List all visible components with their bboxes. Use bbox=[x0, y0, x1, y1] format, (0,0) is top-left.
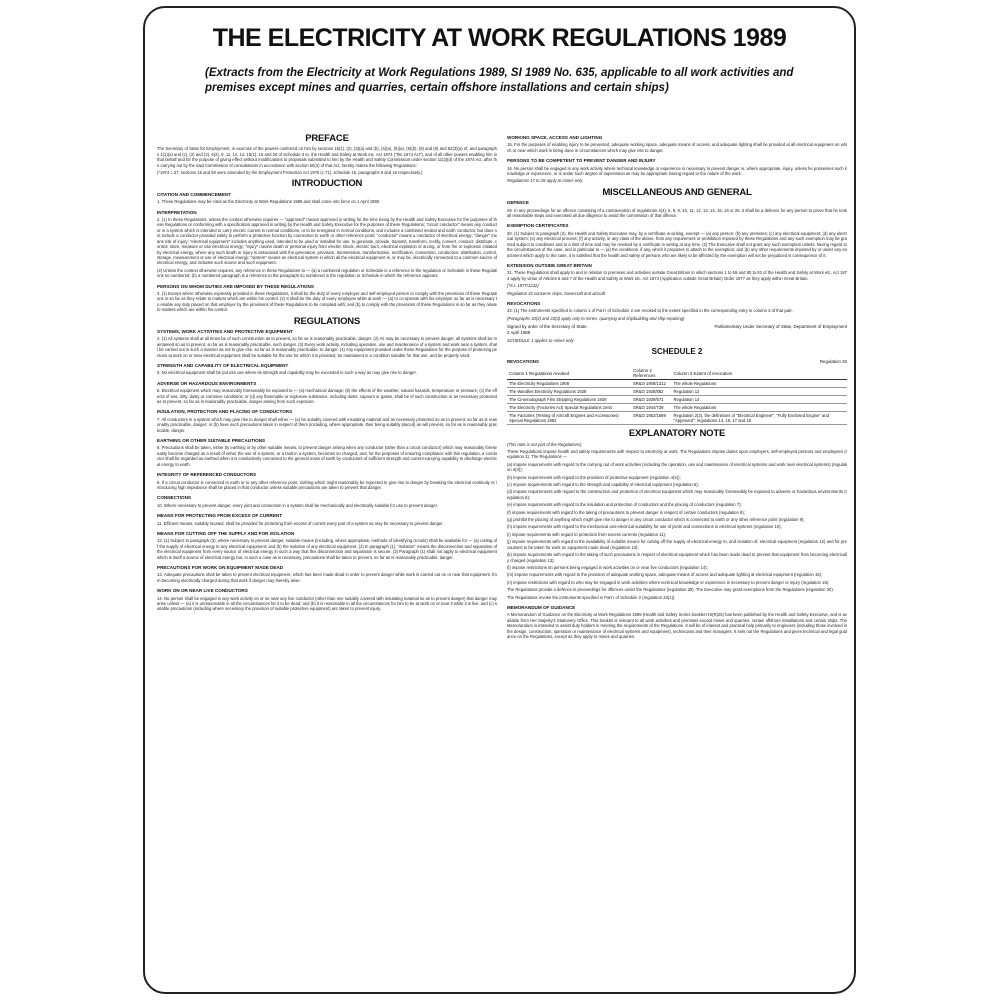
section-heading: ADVERSE OR HAZARDOUS ENVIRONMENTS bbox=[157, 380, 257, 386]
regulation-text: 13. Adequate precautions shall be taken to prevent electrical equipment, which has been made dead in order to prevent danger while work is carried out on or near that equipment, from becoming electrically charged during that work if danger may thereby arise. bbox=[157, 572, 497, 583]
table-header-cell: Column 3 Extent of revocation bbox=[672, 367, 847, 380]
explanatory-item: (k) impose requirements with regard to the taking of such precautions in respect of electrical equipment which has been made dead to prevent that equipment from becoming electrically charged (regulation 13); bbox=[507, 552, 847, 563]
regulation-text: 12. (1) Subject to paragraph (3), where necessary to prevent danger, suitable means (including, where appropriate, methods of identifying circuits) shall be available for — (a) cutting off the supply of electrical energy to any electrical equipment; and (b) the isolation of any electrical equipment. (2) In paragraph (1), "isolation" means the disconnection and separation of the electrical equipment from every source of electrical energy in such a way that this disconnection and separation is secure. (3) Paragraph (1) shall not apply to electrical equipment which is itself a source of electrical energy but, in such a case as is necessary, precautions shall be taken to prevent, so far as is reasonably practicable, danger. bbox=[157, 538, 497, 560]
regulation-text: 30. (1) Subject to paragraph (2), the Health and Safety Executive may, by a certificate in writing, exempt — (a) any person; (b) any premises; (c) any electrical equipment; (d) any electrical system; (e) any electrical process; (f) any activity, or any class of the above, from any requirement or prohibition imposed by these Regulations and any such exemption may be granted subject to conditions and to a limit of time and may be revoked by a certificate in writing at any time. (2) The Executive shall not grant any such exemption unless, having regard to the circumstances of the case, and in particular to — (a) the conditions, if any, which it proposes to attach to the exemption; and (b) any other requirements imposed by or under any enactment which apply to the case, it is satisfied that the health and safety of persons who are likely to be affected by the exemption will not be prejudiced in consequence of it. bbox=[507, 230, 847, 258]
table-cell: The Electricity (Factories Act) Special Regulations 1944 bbox=[507, 404, 631, 412]
regulations-heading: REGULATIONS bbox=[293, 315, 361, 327]
section-heading: CONNECTIONS bbox=[157, 495, 191, 501]
explanatory-item: (b) impose requirements with regard to the provision of protective equipment (regulation 4(4)); bbox=[507, 474, 681, 480]
regulation-note: (Paragraphs 33(2) and 33(3) apply only to mines, quarrying and shipbuilding and ship-repairing) bbox=[507, 315, 685, 321]
regulation-note: (*S.I. 1977/1232) bbox=[507, 283, 539, 289]
schedule2-part: REVOCATIONS bbox=[507, 358, 539, 364]
section-heading: SYSTEMS, WORK ACTIVITIES AND PROTECTIVE EQUIPMENT bbox=[157, 328, 293, 334]
regulation-text: 14. No person shall be engaged in any work activity on or so near any live conductor (other than one suitably covered with insulating material so as to prevent danger) that danger may arise unless — (a) it is unreasonable in all the circumstances for it to be dead; and (b) it is reasonable in all the circumstances for him to be at work on or near it while it is live; and (c) suitable precautions (including where necessary the provision of suitable protective equipment) are taken to prevent injury. bbox=[157, 595, 497, 612]
section-heading: MEMORANDUM OF GUIDANCE bbox=[507, 604, 576, 610]
table-cell: The Cinematograph Film Stripping Regulations 1939 bbox=[507, 396, 631, 404]
section-heading: PERSONS ON WHOM DUTIES ARE IMPOSED BY THESE REGULATIONS bbox=[157, 283, 314, 289]
regulation-text: 16. No person shall be engaged in any work activity where technical knowledge or experience is necessary to prevent danger or, where appropriate, injury, unless he possesses such knowledge or experience, or is under such degree of supervision as may be appropriate having regard to the nature of the work. bbox=[507, 165, 847, 177]
table-cell: Regulation 12 bbox=[672, 388, 847, 396]
section-heading: STRENGTH AND CAPABILITY OF ELECTRICAL EQUIPMENT bbox=[157, 363, 289, 368]
explanatory-item: (l) impose restrictions on persons being engaged in work activities on or near live conductors (regulation 14); bbox=[507, 564, 708, 570]
table-cell: The Factories (Testing of Aircraft Engines and Accessories) Special Regulations 1952 bbox=[507, 412, 631, 425]
table-row bbox=[507, 388, 847, 396]
section-heading: WORKING SPACE, ACCESS AND LIGHTING bbox=[507, 135, 603, 140]
table-cell: The whole Regulations bbox=[672, 380, 847, 388]
regulation-text: 1. These Regulations may be cited as the Electricity at Work Regulations 1989 and shall come into force on 1 April 1990. bbox=[157, 199, 381, 205]
explanatory-text: A Memorandum of Guidance on the Electricity at Work Regulations 1989 (Health and Safety Series booklet HS(R)25) has been published by the Health and Safety Executive, and is available from Her Majesty's Stationery Office. This booklet is relevant to all work activities and premises except mines and quarries, certain offshore installations and certain ships. The Memorandum is intended to assist duty holders in meeting the requirements of the Regulations. It will be of interest and practical help primarily to engineers (including those involved in the design, construction, operation or maintenance of electrical systems and equipment), technicians and their managers. It sets out the Regulations and gives technical and legal guidance on the Regulations, except as they apply to mines and quarries. bbox=[507, 612, 847, 639]
signed-by: Signed by order of the Secretary of State. bbox=[507, 324, 588, 330]
section-heading: INTEGRITY OF REFERENCED CONDUCTORS bbox=[157, 472, 257, 478]
regulation-text: 8. Precautions shall be taken, either by earthing or by other suitable means, to prevent danger arising when any conductor (other than a circuit conductor) which may reasonably foreseeably become charged as a result of either the use of a system, or a fault in a system, becomes so charged; and, for the purposes of ensuring compliance with this regulation, a conductor shall be regarded as earthed when it is conductively connected to the general mass of earth by conductors of sufficient strength and current-carrying capability to discharge electrical energy to earth. bbox=[157, 445, 497, 467]
section-heading: EXTENSION OUTSIDE GREAT BRITAIN bbox=[507, 262, 592, 268]
right-column bbox=[507, 130, 847, 641]
poster-title: THE ELECTRICITY AT WORK REGULATIONS 1989 bbox=[212, 24, 787, 52]
regulation-note: Regulation 32 concerns ships, hovercraft and aircraft bbox=[507, 290, 605, 296]
section-heading: CITATION AND COMMENCEMENT bbox=[157, 191, 231, 197]
section-heading: REVOCATIONS bbox=[507, 300, 541, 306]
regulation-text: 5. No electrical equipment shall be put into use where its strength and capability may be exceeded in such a way as may give rise to danger. bbox=[157, 370, 417, 376]
table-cell: The whole Regulations bbox=[672, 404, 847, 412]
section-heading: INSULATION, PROTECTION AND PLACING OF CONDUCTORS bbox=[157, 409, 293, 415]
table-cell: SR&O 1939/571 bbox=[631, 396, 672, 404]
regulation-text: 9. If a circuit conductor is connected to earth or to any other reference point, nothing which might reasonably be expected to give rise to danger by breaking the electrical continuity or introducing high impedance shall be placed in that conductor unless suitable precautions are taken to prevent that danger. bbox=[157, 479, 497, 490]
table-cell: The Electricity Regulations 1908 bbox=[507, 380, 631, 388]
regulation-text: 33. (1) The instruments specified in column 1 of Part I of Schedule 2 are revoked to the extent specified in the corresponding entry in column 3 of that part. bbox=[507, 308, 793, 314]
explanatory-item: (m) impose requirements with regard to the provision of adequate working space, adequate means of access and adequate lighting at electrical equipment (regulation 15); bbox=[507, 572, 823, 578]
explanatory-intro: (This note is not part of the Regulations) bbox=[507, 441, 582, 447]
schedule2-ref: Regulation 33 bbox=[819, 358, 847, 364]
left-column bbox=[157, 130, 497, 614]
schedule2-table bbox=[507, 367, 847, 425]
table-cell: The Wandles Electricity Regulations 1928 bbox=[507, 388, 631, 396]
regulation-text: (2) Unless the context otherwise requires, any reference in these Regulations to — (a) a numbered regulation or Schedule is a reference to the regulation or Schedule in these Regulations so numbered; (b) a numbered paragraph is a reference to the paragraph so numbered in the regulation or Schedule in which the reference appears. bbox=[157, 267, 497, 279]
table-header-cell: Column 2 References bbox=[631, 367, 672, 380]
explanatory-note-heading: EXPLANATORY NOTE bbox=[628, 428, 726, 440]
preface-note: (*1974 c.37; sections 15 and 50 were amended by the Employment Protection Act 1975 (c.71), schedule 15, paragraphs 6 and 16 respectively.) bbox=[157, 170, 423, 176]
regulation-text: 4. (1) All systems shall at all times be of such construction as to prevent, so far as is reasonably practicable, danger. (2) As may be necessary to prevent danger, all systems shall be maintained so as to prevent, so far as is reasonably practicable, such danger. (3) Every work activity, including operation, use and maintenance of a system and work near a system, shall be carried out in such a manner as not to give rise, so far as is reasonably practicable, to danger. (4) Any equipment provided under these Regulations for the purpose of protecting persons at work on or near electrical equipment shall be suitable for the use for which it is provided, be maintained in a condition suitable for that use, and be properly used. bbox=[157, 336, 497, 358]
misc-heading: MISCELLANEOUS AND GENERAL bbox=[602, 186, 752, 198]
poster-subtitle: (Extracts from the Electricity at Work Regulations 1989, SI 1989 No. 635, applicable to all work activities and premises except mines and quarries, certain offshore installations and certain ships) bbox=[205, 67, 794, 94]
explanatory-item: (a) impose requirements with regard to the carrying out of work activities (including the operation, use and maintenance of electrical systems and work near electrical systems) (regulation 4(3)); bbox=[507, 461, 847, 473]
explanatory-item: (c) impose requirements with regard to the strength and capability of electrical equipment (regulation 5); bbox=[507, 482, 699, 488]
explanatory-text: These Regulations impose health and safety requirements with respect to electricity at work. The Regulations impose duties upon employers, self-employed persons and employees (regulation 3). The Regulations — bbox=[507, 449, 847, 460]
signatory: Parliamentary Under Secretary of State, Department of Employment bbox=[714, 324, 847, 330]
table-cell: Regulation 2(2), the definitions of "Electrical Engineer", "Fully Enclosed Engine" and "Approved"; regulations 14, 16, 17 and 18 bbox=[672, 412, 847, 425]
section-heading: MEANS FOR CUTTING OFF THE SUPPLY AND FOR ISOLATION bbox=[157, 530, 295, 536]
table-cell: SR&O 1952/1689 bbox=[631, 412, 672, 425]
section-heading: DEFENCE bbox=[507, 200, 529, 206]
regulation-text: 10. Where necessary to prevent danger, every joint and connection in a system shall be mechanically and electrically suitable for use to prevent danger. bbox=[157, 502, 438, 508]
section-heading: WORK ON OR NEAR LIVE CONDUCTORS bbox=[157, 588, 248, 594]
regulation-text: 6. Electrical equipment which may reasonably foreseeably be exposed to — (a) mechanical damage; (b) the effects of the weather, natural hazards, temperature or pressure; (c) the effects of wet, dirty, dusty or corrosive conditions; or (d) any flammable or explosive substance, including dusts, vapours or gases, shall be of such construction or as necessary protected as to prevent, so far as is reasonably practicable, danger arising from such exposure. bbox=[157, 388, 497, 405]
section-heading: EARTHING OR OTHER SUITABLE PRECAUTIONS bbox=[157, 438, 266, 444]
regulation-text: 31. These Regulations shall apply to and in relation to premises and activities outside Great Britain to which sections 1 to 59 and 80 to 82 of the Health and Safety at Work etc. Act 1974 apply by virtue of Articles 6 and 7 of the Health and Safety at Work etc. Act 1974 (Application outside Great Britain) Order 1977 as they apply within Great Britain. bbox=[507, 270, 847, 281]
table-cell: SR&O 1928/882 bbox=[631, 388, 672, 396]
section-heading: INTERPRETATION bbox=[157, 209, 197, 215]
explanatory-item: (i) impose requirements with regard to protection from excess currents (regulation 11); bbox=[507, 531, 667, 537]
signature-block bbox=[507, 324, 847, 335]
table-row bbox=[507, 412, 847, 425]
explanatory-text: The Regulations revoke the instruments specified in Part I of Schedule 2 (regulation 33(1)). bbox=[507, 594, 676, 600]
introduction-heading: INTRODUCTION bbox=[291, 178, 363, 190]
explanatory-item: (h) impose requirements with regard to the mechanical and electrical suitability for use of joints and connections in electrical systems (regulation 10); bbox=[507, 524, 782, 530]
explanatory-item: (n) impose restrictions with regard to who may be engaged in work activities where technical knowledge or experience is necessary to prevent danger or injury (regulation 16). bbox=[507, 579, 830, 585]
explanatory-text: The Regulations provide a defence in proceedings for offences under the Regulations (regulation 29). The Executive may grant exemptions from the Regulations (regulation 30). bbox=[507, 587, 834, 593]
table-row bbox=[507, 404, 847, 412]
section-heading: PERSONS TO BE COMPETENT TO PREVENT DANGER AND INJURY bbox=[507, 158, 656, 164]
explanatory-item: (d) impose requirements with regard to the construction and protection of electrical equipment which may reasonably foreseeably be exposed to adverse or hazardous environments (regulation 6); bbox=[507, 489, 847, 500]
table-row bbox=[507, 396, 847, 404]
regulation-text: 11. Efficient means, suitably located, shall be provided for protecting from excess of current every part of a system as may be necessary to prevent danger. bbox=[157, 520, 444, 526]
regulation-text: 15. For the purposes of enabling injury to be prevented, adequate working space, adequate means of access, and adequate lighting shall be provided at all electrical equipment on which or near which work is being done in circumstances which may give rise to danger. bbox=[507, 142, 847, 153]
schedule2-subheading bbox=[507, 359, 847, 364]
regulation-note: Regulations 17 to 28 apply to mines only bbox=[507, 178, 583, 184]
schedule1-note: SCHEDULE 1 applies to mines only bbox=[507, 337, 574, 343]
explanatory-item: (e) impose requirements with regard to the insulation and protection of conductors and the placing of conductors (regulation 7); bbox=[507, 502, 742, 508]
explanatory-item: (f) impose requirements with regard to the taking of precautions to prevent danger in respect of certain conductors (regulation 8); bbox=[507, 509, 745, 515]
regulation-text: 2. (1) In these Regulations, unless the context otherwise requires — "approved" means approved in writing for the time being by the Health and Safety Executive for the purposes of these Regulations or conforming with a specification approved in writing by the Health and Safety Executive for the purposes of these Regulations; "circuit conductor" means any conductor in a system which is intended to carry electric current in normal conditions, or to be energised in normal conditions, and includes a combined neutral and earth conductor, but does not include a conductor provided solely to perform a protective function by connection to earth or other reference point; "conductor" means a conductor of electrical energy; "danger" means risk of injury; "electrical equipment" includes anything used, intended to be used or installed for use, to generate, provide, transmit, transform, rectify, convert, conduct, distribute, control, store, measure or use electrical energy; "injury" means death or personal injury from electric shock, electric burn, electrical explosion or arcing, or from fire or explosion initiated by electrical energy, where any such death or injury is associated with the generation, provision, transmission, transformation, rectification, conversion, conduction, distribution, control, storage, measurement or use of electrical energy; "system" means an electrical system in which all the electrical equipment is, or may be, electrically connected to a common source of electrical energy, and includes such source and such equipment. bbox=[157, 217, 497, 266]
preface-text: The Secretary of State for Employment, in exercise of the powers conferred on him by sections 15(1), (2), (3)(a) and (b), (4)(a), (5)(a), (6)(b), (8) and (9) and 82(3)(a) of, and paragraphs 1(1)(a) and (c), (2) and (3), 6(2), 9, 11, 12, 14, 15(1), 16 and 20 of Schedule 3 to, the Health and Safety at Work etc. Act 1974 ("the 1974 Act"), and of all other powers enabling him in that behalf and for the purpose of giving effect without modifications to proposals submitted to him by the Health and Safety Commission under section 11(2)(d) of the 1974 Act, after the carrying out by the said Commission of consultations in accordance with section 50(3) of that Act, hereby makes the following Regulations: bbox=[157, 146, 497, 168]
explanatory-item: (g) prohibit the placing of anything which might give rise to danger in any circuit conductor which is connected to earth or any other reference point (regulation 9); bbox=[507, 517, 805, 523]
regulation-text: 29. In any proceedings for an offence consisting of a contravention of regulations 4(4), 5, 8, 9, 10, 11, 12, 13, 14, 15, 16 or 25, it shall be a defence for any person to prove that he took all reasonable steps and exercised all due diligence to avoid the commission of that offence. bbox=[507, 207, 847, 219]
table-header-cell: Column 1 Regulations revoked bbox=[507, 367, 631, 380]
table-cell: Regulation 14 bbox=[672, 396, 847, 404]
regulations-poster bbox=[143, 6, 856, 994]
regulation-text: 7. All conductors in a system which may give rise to danger shall either — (a) be suitably covered with insulating material and as necessary protected so as to prevent, so far as is reasonably practicable, danger; or (b) have such precautions taken in respect of them (including, where appropriate, their being suitably placed) as will prevent, so far as is reasonably practicable, danger. bbox=[157, 416, 497, 433]
regulation-text: 3. (1) Except where otherwise expressly provided in these Regulations, it shall be the duty of every employer and self-employed person to comply with the provisions of these Regulations in so far as they relate to matters which are within his control. (2) It shall be the duty of every employee while at work — (a) to co-operate with his employer so far as is necessary to enable any duty placed on that employer by the provisions of these Regulations to be complied with; and (b) to comply with the provisions of these Regulations in so far as they relate to matters which are within his control. bbox=[157, 290, 497, 313]
table-header-row bbox=[507, 367, 847, 380]
table-cell: SR&O 1944/739 bbox=[631, 404, 672, 412]
section-heading: EXEMPTION CERTIFICATES bbox=[507, 223, 569, 229]
preface-heading: PREFACE bbox=[305, 133, 349, 144]
section-heading: MEANS FOR PROTECTING FROM EXCESS OF CURRENT bbox=[157, 513, 283, 519]
section-heading: PRECAUTIONS FOR WORK ON EQUIPMENT MADE DEAD bbox=[157, 564, 284, 570]
explanatory-item: (j) impose requirements with regard to the availability of suitable means for cutting off the supply of electrical energy to, and isolation of, electrical equipment (regulation 12) and for precautions to be taken for work on equipment made dead (regulation 13); bbox=[507, 539, 847, 550]
table-row bbox=[507, 380, 847, 388]
table-cell: SR&O 1908/1312 bbox=[631, 380, 672, 388]
schedule2-heading: SCHEDULE 2 bbox=[651, 347, 703, 357]
signature-date: 2 April 1989 bbox=[507, 329, 531, 335]
